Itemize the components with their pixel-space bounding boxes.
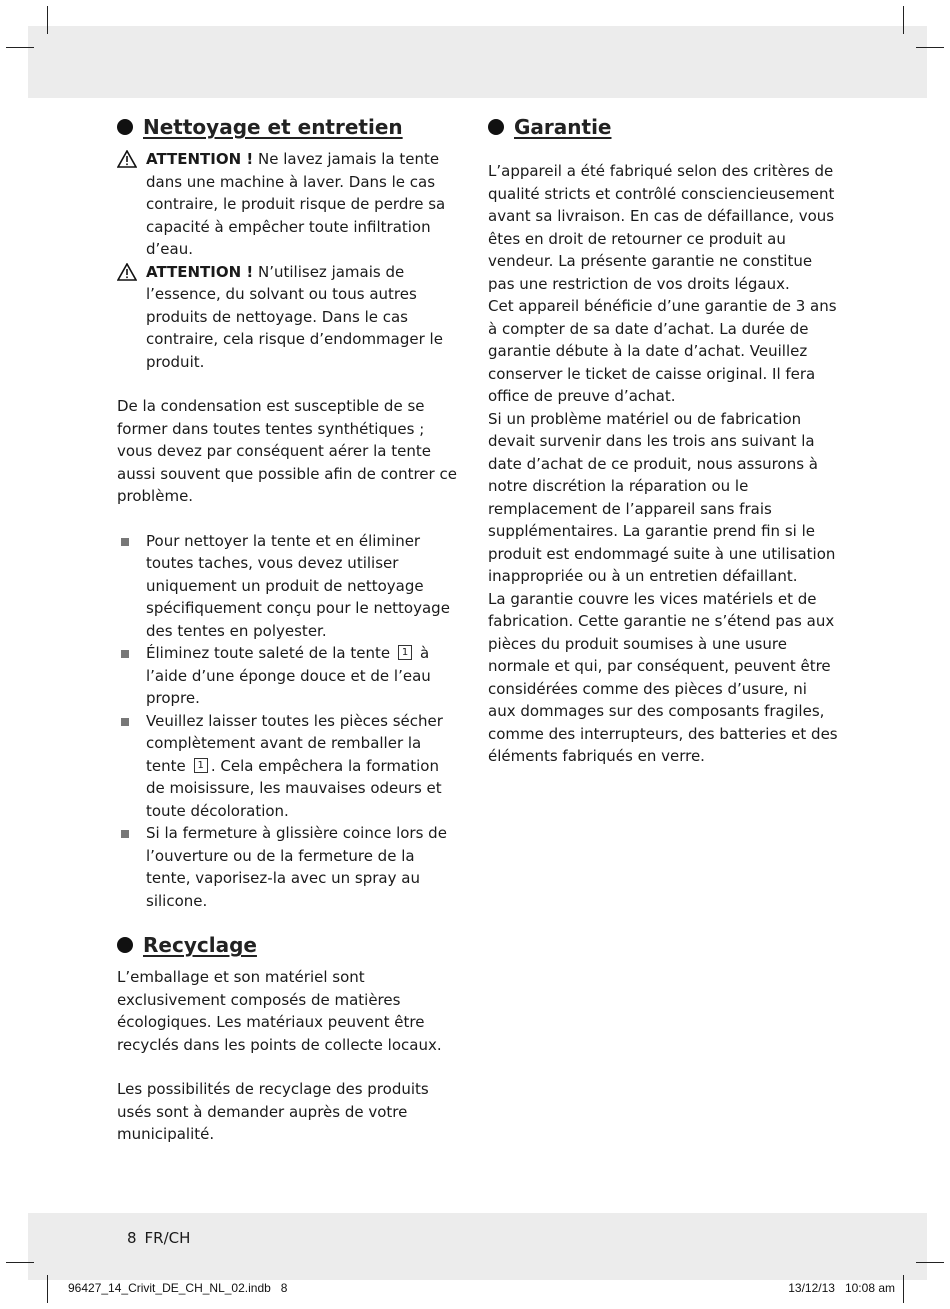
list-item: Veuillez laisser toutes les pièces sécher complètement avant de remballer la tente 1 . Cela empêchera la formation de moisissure, les mauvaises odeurs et toute décoloration. (117, 710, 462, 823)
list-item: Pour nettoyer la tente et en éliminer toutes taches, vous devez utiliser uniquement un produit de nettoyage spécifiquement conçu pour le nettoyage des tentes en polyester. (117, 530, 462, 643)
garantie-paragraph: L’appareil a été fabriqué selon des critères de qualité stricts et contrôlé consciencieusement avant sa livraison. En cas de défaillance, vous êtes en droit de retourner ce produit au vendeur. La présente garantie ne constitue pas une restriction de vos droits légaux. (488, 162, 835, 293)
crop-mark (6, 1262, 34, 1263)
recyclage-paragraph: L’emballage et son matériel sont exclusivement composés de matières écologiques. Les matériaux peuvent être recyclés dans les points de collecte locaux. (117, 968, 442, 1054)
crop-mark (47, 6, 48, 34)
section-heading-nettoyage: Nettoyage et entretien (117, 112, 462, 142)
crop-mark (903, 6, 904, 34)
crop-mark (916, 1262, 944, 1263)
left-column (117, 112, 462, 1146)
print-slug-date: 13/12/13 10:08 am (788, 1281, 895, 1295)
square-bullet-icon (117, 710, 146, 823)
filled-circle-icon (117, 119, 133, 135)
section-heading-garantie: Garantie (488, 112, 838, 142)
right-column (488, 112, 838, 768)
part-reference: 1 (398, 645, 412, 660)
cleaning-list (117, 530, 462, 913)
filled-circle-icon (117, 937, 133, 953)
page-footer (127, 1229, 198, 1247)
header-band (28, 26, 927, 98)
part-reference: 1 (194, 758, 208, 773)
garantie-paragraph: Si un problème matériel ou de fabrication devait survenir dans les trois ans suivant la date d’achat de ce produit, nous assurons à notre discrétion la réparation ou le remplacement de l’appareil sans frais supplémentaires. La garantie prend fin si le produit est endommagé suite à une utilisation inappropriée ou à un entretien défaillant. (488, 409, 836, 585)
warning-triangle-icon (117, 261, 146, 374)
locale-label: FR/CH (144, 1229, 191, 1247)
warning-text: ATTENTION ! N’utilisez jamais de l’essence, du solvant ou tous autres produits de nettoyage. Dans le cas contraire, cela risque d’endommager le produit. (146, 262, 443, 371)
garantie-paragraph: La garantie couvre les vices matériels et de fabrication. Cette garantie ne s’étend pas aux pièces du produit soumises à une usure normale et qui, par conséquent, peuvent être considérées comme des pièces d’usure, ni aux dommages sur des composants fragiles, comme des interrupteurs, des batteries et des éléments fabriqués en verre. (488, 589, 838, 765)
list-item: Éliminez toute saleté de la tente 1 à l’aide d’une éponge douce et de l’eau propre. (117, 642, 462, 710)
filled-circle-icon (488, 119, 504, 135)
crop-mark (916, 47, 944, 48)
square-bullet-icon (117, 530, 146, 643)
warning-block (117, 148, 462, 261)
warning-text: ATTENTION ! Ne lavez jamais la tente dans une machine à laver. Dans le cas contraire, le produit risque de perdre sa capacité à empêcher toute infiltration d’eau. (146, 150, 446, 258)
crop-mark (903, 1275, 904, 1303)
page-number: 8 (127, 1229, 137, 1247)
garantie-paragraph: Cet appareil bénéficie d’une garantie de 3 ans à compter de sa date d’achat. La durée de garantie débute à la date d’achat. Veuillez conserver le ticket de caisse original. Il fera office de preuve d’achat. (488, 297, 837, 405)
crop-mark (47, 1275, 48, 1303)
list-item: Si la fermeture à glissière coince lors de l’ouverture ou de la fermeture de la tente, vaporisez-la avec un spray au silicone. (117, 822, 462, 912)
crop-mark (6, 47, 34, 48)
print-slug-file: 96427_14_Crivit_DE_CH_NL_02.indb 8 (68, 1281, 288, 1295)
warning-triangle-icon (117, 148, 146, 261)
section-heading-recyclage: Recyclage (117, 930, 462, 960)
square-bullet-icon (117, 822, 146, 912)
recyclage-paragraph: Les possibilités de recyclage des produits usés sont à demander auprès de votre municipalité. (117, 1080, 429, 1143)
warning-block (117, 261, 462, 374)
condensation-paragraph: De la condensation est susceptible de se former dans toutes tentes synthétiques ; vous devez par conséquent aérer la tente aussi souvent que possible afin de contrer ce problème. (117, 397, 457, 505)
square-bullet-icon (117, 642, 146, 710)
